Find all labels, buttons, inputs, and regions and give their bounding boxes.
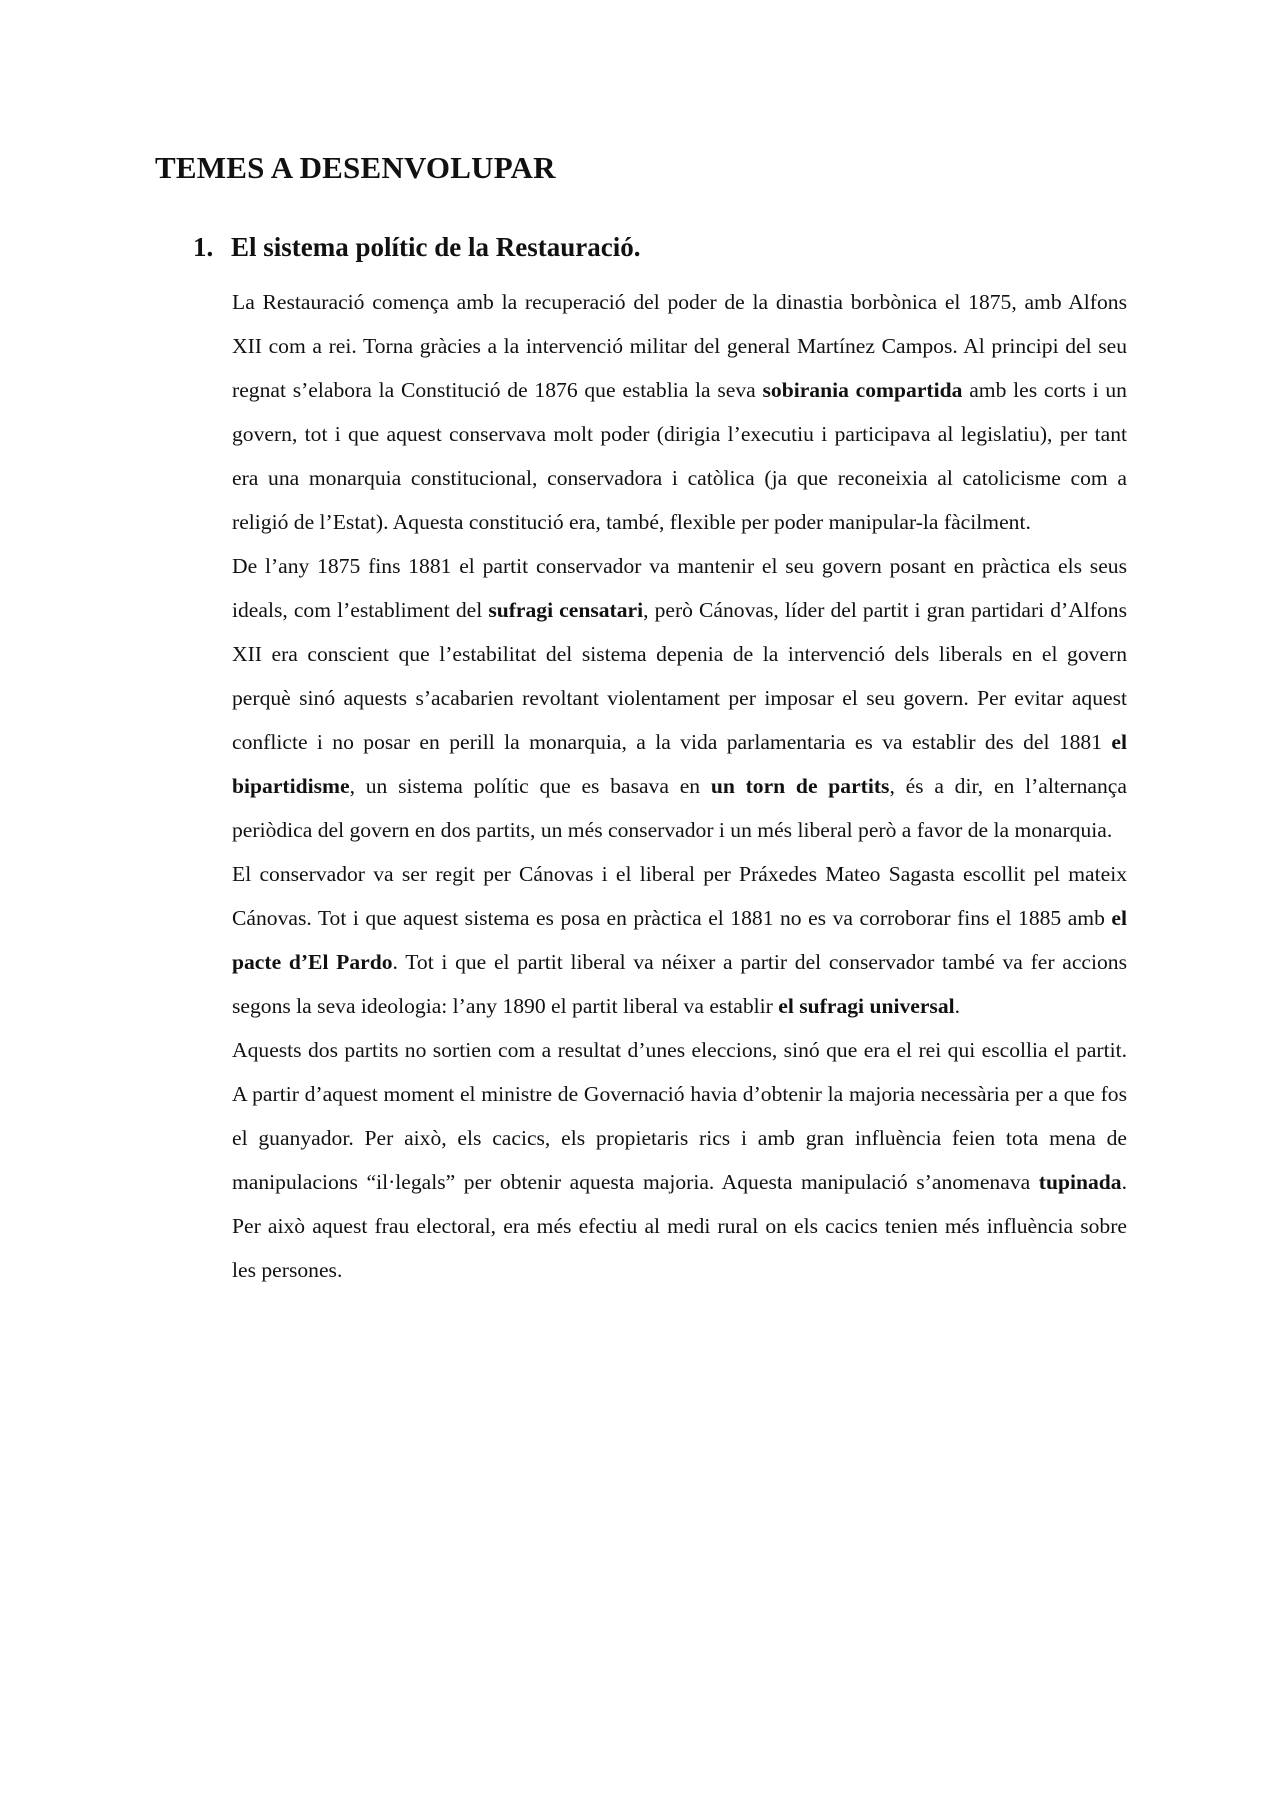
bold-term: sobirania compartida (762, 378, 963, 402)
bold-term: sufragi censatari (488, 598, 644, 622)
paragraph (232, 280, 1127, 544)
paragraph-text: De l’any 1875 fins 1881 el partit conservador va mantenir el seu govern posant en pràctica els seus ideals, com l’establiment del (232, 554, 1127, 622)
paragraph-text: . (954, 994, 961, 1018)
paragraph (232, 852, 1127, 1028)
bold-term: tupinada (1038, 1170, 1122, 1194)
paragraph (232, 1028, 1127, 1292)
section-heading-text: El sistema polític de la Restauració. (231, 232, 641, 262)
paragraph-text: , és a dir, en l’alternança periòdica del govern en dos partits, un més conservador i un més liberal però a favor de la monarquia. (232, 774, 1127, 842)
paragraph-text: . Per això aquest frau electoral, era més efectiu al medi rural on els cacics tenien més influència sobre les persones. (232, 1170, 1127, 1282)
bold-term: un torn de partits (710, 774, 890, 798)
paragraph-text: . Tot i que el partit liberal va néixer a partir del conservador també va fer accions segons la seva ideologia: l’any 1890 el partit liberal va establir (232, 950, 1127, 1018)
bold-term: el sufragi universal (778, 994, 955, 1018)
paragraph-text: La Restauració comença amb la recuperació del poder de la dinastia borbònica el 1875, amb Alfons XII com a rei. Torna gràcies a la intervenció militar del general Martínez Campos. Al principi del seu regnat s’elabora la Constitució de 1876 que establia la seva (232, 290, 1127, 402)
bold-term: el pacte d’El Pardo (232, 906, 1127, 974)
paragraph-text: El conservador va ser regit per Cánovas i el liberal per Práxedes Mateo Sagasta escollit pel mateix Cánovas. Tot i que aquest sistema es posa en pràctica el 1881 no es va corroborar fins el 1885 amb (232, 862, 1127, 930)
document-title: TEMES A DESENVOLUPAR (155, 150, 556, 185)
bold-term: el bipartidisme (232, 730, 1127, 798)
paragraph-text: amb les corts i un govern, tot i que aquest conservava molt poder (dirigia l’executiu i participava al legislatiu), per tant era una monarquia constitucional, conservadora i catòlica (ja que reconeixia al catolicisme com a religió de l’Estat). Aquesta constitució era, també, flexible per poder manipular-la fàcilment. (232, 378, 1127, 534)
paragraph-text: , un sistema polític que es basava en (349, 774, 711, 798)
paragraph-text: , però Cánovas, líder del partit i gran partidari d’Alfons XII era conscient que l’estabilitat del sistema depenia de la intervenció dels liberals en el govern perquè sinó aquests s’acabarien revoltant violentament per imposar el seu govern. Per evitar aquest conflicte i no posar en perill la monarquia, a la vida parlamentaria es va establir des del 1881 (232, 598, 1127, 754)
section-body (232, 280, 1127, 1292)
section-number: 1. (193, 232, 214, 262)
paragraph (232, 544, 1127, 852)
section-heading (193, 232, 640, 263)
paragraph-text: Aquests dos partits no sortien com a resultat d’unes eleccions, sinó que era el rei qui escollia el partit. A partir d’aquest moment el ministre de Governació havia d’obtenir la majoria necessària per a que fos el guanyador. Per això, els cacics, els propietaris rics i amb gran influència feien tota mena de manipulacions “il·legals” per obtenir aquesta majoria. Aquesta manipulació s’anomenava (232, 1038, 1127, 1194)
